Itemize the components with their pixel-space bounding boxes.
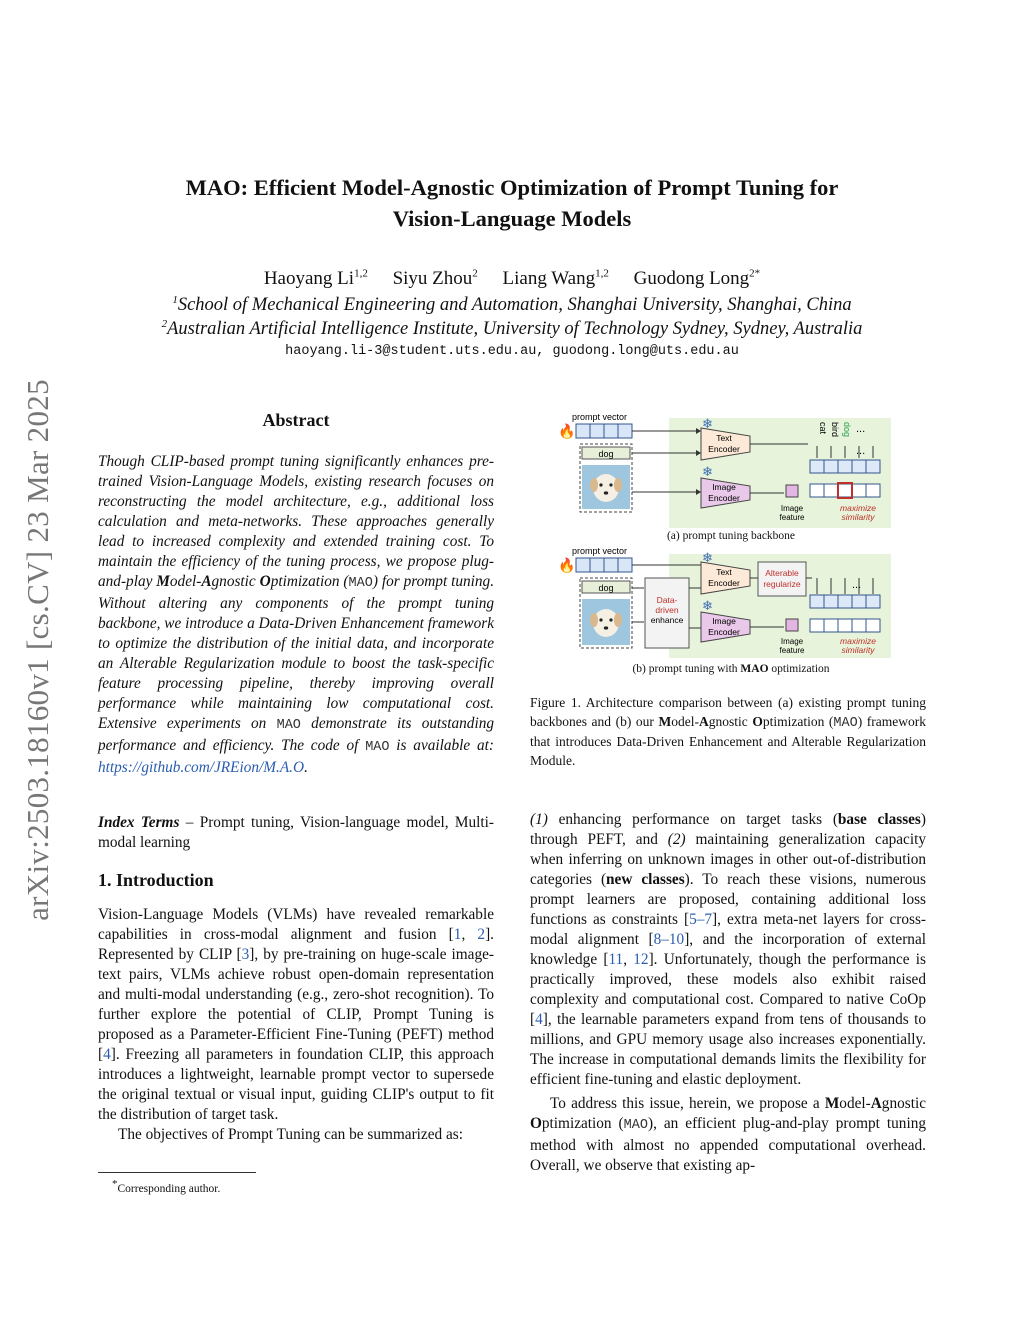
svg-text:Alterable: Alterable xyxy=(765,568,799,578)
svg-text:similarity: similarity xyxy=(841,512,875,522)
svg-text:Encoder: Encoder xyxy=(708,627,740,637)
author-list xyxy=(120,268,904,290)
citation[interactable]: 1 xyxy=(453,926,462,943)
svg-text:regularize: regularize xyxy=(763,579,801,589)
citation[interactable]: 4 xyxy=(103,1046,111,1063)
text-feature-row-a xyxy=(810,460,880,473)
citation[interactable]: 8–10 xyxy=(653,931,685,948)
fire-icon: 🔥 xyxy=(558,559,576,574)
svg-text:similarity: similarity xyxy=(841,645,875,655)
svg-text:...: ... xyxy=(856,423,866,435)
citation[interactable]: 2 xyxy=(477,926,486,943)
svg-text:Image: Image xyxy=(780,637,804,646)
svg-text:maximize: maximize xyxy=(840,636,876,646)
class-label: bird xyxy=(830,422,840,438)
author: Guodong Long$^{2*}$ xyxy=(633,268,761,290)
footnote-rule xyxy=(98,1172,256,1173)
author-emails: haoyang.li-3@student.uts.edu.au, guodong.long@uts.edu.au xyxy=(285,344,739,359)
footnote: *Corresponding author. xyxy=(112,1178,221,1195)
svg-text:Text: Text xyxy=(716,567,732,577)
arxiv-stamp xyxy=(8,350,68,950)
svg-text:...: ... xyxy=(856,445,866,457)
svg-text:driven: driven xyxy=(655,605,679,615)
svg-text:Encoder: Encoder xyxy=(708,444,740,454)
citation[interactable]: 11 xyxy=(608,951,624,968)
intro-text: Vision-Language Models (VLMs) have revealed remarkable capabilities in cross-modal alignment and fusion [1, 2]. Represented by CLIP [3], by pre-training on huge-scale image-text pairs, VLMs achieve robust open-domain representation and multi-modal understanding (e.g., zero-shot recognition). To further explore the potential of CLIP, Prompt Tuning is proposed as a Parameter-Efficient Fine-Tuning (PEFT) method [4]. Freezing all parameters in foundation CLIP, this approach introduces a lightweight, learnable prompt vector to supersede the original textual or visual input, guiding CLIP's output to fit the distribution of target task. The objectives of Prompt Tuning can be summarized as: xyxy=(98,906,494,1143)
svg-text:maximize: maximize xyxy=(840,503,876,513)
svg-text:Encoder: Encoder xyxy=(708,493,740,503)
svg-text:feature: feature xyxy=(779,513,805,522)
abstract-heading: Abstract xyxy=(262,410,330,430)
svg-text:Image: Image xyxy=(712,482,736,492)
snowflake-icon: ❄ xyxy=(702,550,713,565)
title-line-1: MAO: Efficient Model-Agnostic Optimization of Prompt Tuning for xyxy=(185,175,839,200)
citation[interactable]: 3 xyxy=(241,946,250,963)
class-label: cat xyxy=(818,422,828,435)
snowflake-icon: ❄ xyxy=(702,416,713,431)
svg-text:feature: feature xyxy=(779,646,805,655)
affiliation-1: $^1$School of Mechanical Engineering and Automation, Shanghai University, Shanghai, China xyxy=(172,294,852,316)
class-token: dog xyxy=(598,449,614,459)
subfigure-b-label: (b) prompt tuning with MAO optimization xyxy=(632,663,830,675)
abstract-text: Though CLIP-based prompt tuning significantly enhances pre-trained Vision-Language Models, existing research focuses on reconstructing the model architecture, e.g., additional loss calculation and meta-networks. These approaches generally lead to increased complexity and extended training cost. To maintain the efficiency of the tuning process, we propose plug-and-play Model-Agnostic Optimization (MAO) for prompt tuning. Without altering any components of the prompt tuning backbone, we introduce a Data-Driven Enhancement framework to optimize the distribution of the initial data, and incorporate an Alterable Regularization module to boost the task-specific feature processing pipeline, thereby improving overall performance while maintaining low computational cost. Extensive experiments on MAO demonstrate its outstanding performance and efficiency. The code of MAO is available at: https://github.com/JREion/M.A.O. xyxy=(98,453,495,776)
figure-1-caption: Figure 1. Architecture comparison between (a) existing prompt tuning backbones and (b) our Model-Agnostic Optimization (MAO) framework that introduces Data-Driven Enhancement and Alterable Regularization Module. xyxy=(530,695,927,768)
figure-1-diagram xyxy=(556,408,926,680)
image-feature-a xyxy=(786,485,798,497)
paper-title xyxy=(120,172,904,234)
svg-text:Image: Image xyxy=(780,504,804,513)
title-line-2: Vision-Language Models xyxy=(392,206,632,231)
similarity-row-a xyxy=(810,483,880,498)
snowflake-icon: ❄ xyxy=(702,464,713,479)
similarity-row-b xyxy=(810,619,880,632)
svg-text:Image: Image xyxy=(712,616,736,626)
author: Liang Wang$^{1,2}$ xyxy=(502,268,609,290)
prompt-vector-label: prompt vector xyxy=(572,546,628,556)
svg-text:Encoder: Encoder xyxy=(708,578,740,588)
prompt-vector-label: prompt vector xyxy=(572,412,628,422)
fire-icon: 🔥 xyxy=(558,425,576,440)
citation[interactable]: 12 xyxy=(633,951,649,968)
arxiv-id: arXiv:2503.18160v1 [cs.CV] 23 Mar 2025 xyxy=(20,379,55,921)
svg-text:...: ... xyxy=(852,579,862,591)
affiliation-2: $^2$Australian Artificial Intelligence Institute, University of Technology Sydney, Sydney, Australia xyxy=(161,318,863,340)
section-heading-introduction: 1. Introduction xyxy=(98,870,214,890)
code-link[interactable]: https://github.com/JREion/M.A.O xyxy=(98,759,305,776)
text-feature-row-b xyxy=(810,595,880,608)
svg-text:Text: Text xyxy=(716,433,732,443)
subfigure-a-label: (a) prompt tuning backbone xyxy=(666,530,796,542)
image-feature-b xyxy=(786,619,798,631)
intro-paragraph-2: The objectives of Prompt Tuning can be summarized as: xyxy=(118,1126,463,1143)
svg-text:Data-: Data- xyxy=(656,595,678,605)
index-terms: Index Terms – Prompt tuning, Vision-language model, Multi-modal learning xyxy=(98,814,494,851)
author: Haoyang Li$^{1,2}$ xyxy=(263,268,368,290)
snowflake-icon: ❄ xyxy=(702,598,713,613)
citation[interactable]: 5–7 xyxy=(689,911,713,928)
author: Siyu Zhou$^2$ xyxy=(392,268,478,290)
right-column-text: (1) enhancing performance on target tasks (base classes) through PEFT, and (2) maintaining generalization capacity when inferring on unknown images in other out-of-distribution categories (new classes). To reach these visions, numerous prompt learners are proposed, containing additional loss functions as constraints [5–7], extra meta-net layers for cross-modal alignment [8–10], and the incorporation of external knowledge [11, 12]. Unfortunately, though the performance is practically improved, these models also exhibit raised complexity and computational cost. Compared to native CoOp [4], the learnable parameters expand from tens of thousands to millions, and GPU memory usage also increases exponentially. The increase in computational demands limits the flexibility for efficient fine-tuning and elastic deployment. To address this issue, herein, we propose a Model-Agnostic Optimization (MAO), an efficient plug-and-play prompt tuning method with almost no appended computational overhead. Overall, we observe that existing ap- xyxy=(530,811,927,1174)
prompt-vector-cells xyxy=(576,424,632,438)
class-label: dog xyxy=(842,422,852,438)
class-token: dog xyxy=(598,583,614,593)
right-paragraph-2: To address this issue, herein, we propose a Model-Agnostic Optimization (MAO), an efficient plug-and-play prompt tuning method with almost no appended computational overhead. Overall, we observe that existing ap- xyxy=(530,1095,926,1174)
svg-text:enhance: enhance xyxy=(650,615,684,625)
prompt-vector-cells xyxy=(576,558,632,572)
citation[interactable]: 4 xyxy=(535,1011,543,1028)
